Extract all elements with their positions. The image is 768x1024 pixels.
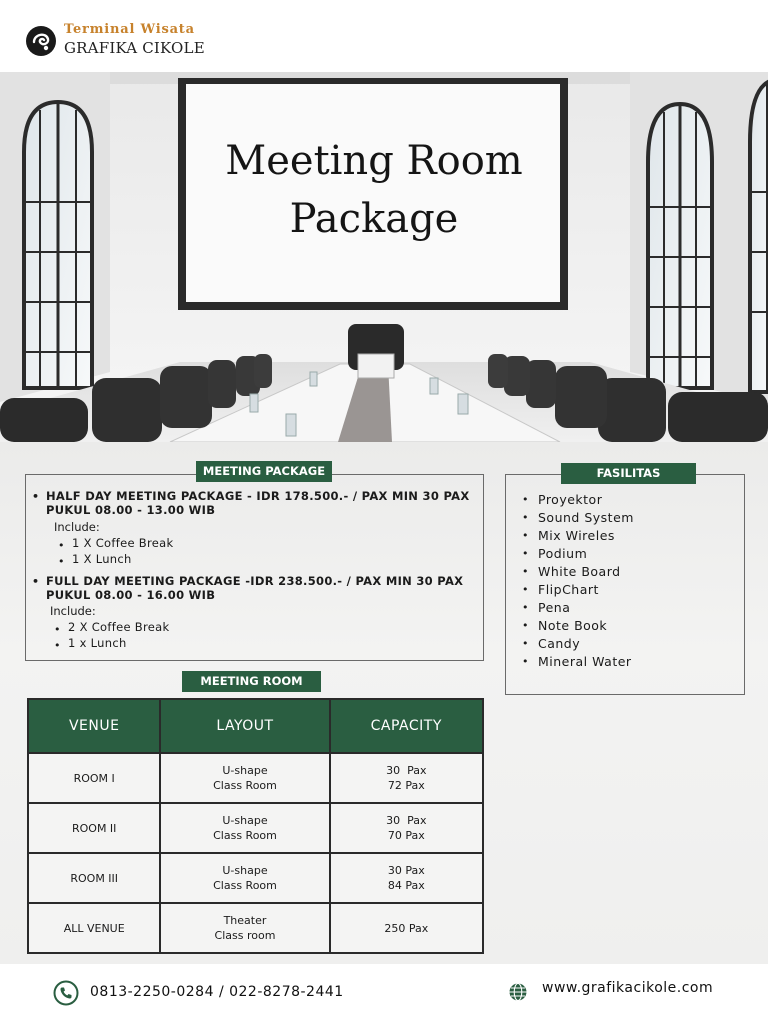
table-row [28,903,483,953]
table-row [28,803,483,853]
capacity-line: 30 Pax [386,814,427,827]
capacity-cell [330,753,483,803]
fasilitas-item: • Mix Wireles [522,527,634,545]
half-day-package [32,489,472,517]
meeting-room-table [27,698,484,954]
swirl-logo-icon [24,24,58,58]
brand-name: GRAFIKA CIKOLE [64,39,205,57]
capacity-cell [330,853,483,903]
half-day-time: PUKUL 08.00 - 13.00 WIB [46,503,216,517]
fasilitas-item: • Proyektor [522,491,634,509]
header [0,0,768,72]
capacity-cell [330,803,483,853]
venue-cell: ALL VENUE [28,903,160,953]
phone-number[interactable]: 0813-2250-0284 / 022-8278-2441 [90,984,344,1000]
hero-title-line2: Package [289,196,459,242]
website-link[interactable]: www.grafikacikole.com [542,980,714,996]
venue-header: VENUE [28,699,160,753]
capacity-line: 30 Pax [387,864,425,877]
layout-cell [160,853,329,903]
fasilitas-item: • Podium [522,545,634,563]
meeting-room-illustration [0,72,768,442]
half-day-title: • HALF DAY MEETING PACKAGE - IDR 178.500.- / PAX MIN 30 PAX [46,489,470,503]
hero-title [184,132,564,248]
capacity-line: 72 Pax [387,779,425,792]
layout-line: U-shape [222,814,268,827]
layout-line: U-shape [222,764,268,777]
fasilitas-tag: FASILITAS [561,463,696,484]
fasilitas-item: • Mineral Water [522,653,634,671]
venue-cell: ROOM II [28,803,160,853]
layout-cell [160,753,329,803]
venue-cell: ROOM III [28,853,160,903]
fasilitas-item: • Sound System [522,509,634,527]
full-day-title: • FULL DAY MEETING PACKAGE -IDR 238.500.- / PAX MIN 30 PAX [46,574,464,588]
layout-line: U-shape [222,864,268,877]
table-row [28,853,483,903]
footer [0,964,768,1024]
half-day-item: • 1 X Lunch [54,551,472,567]
layout-cell [160,803,329,853]
capacity-line: 30 Pax [386,764,427,777]
full-day-package [32,574,472,602]
layout-line: Class Room [213,829,277,842]
meeting-package-tag: MEETING PACKAGE [196,461,332,482]
meeting-room-tag: MEETING ROOM [182,671,321,692]
fasilitas-item: • White Board [522,563,634,581]
capacity-cell [330,903,483,953]
capacity-header: CAPACITY [330,699,483,753]
fasilitas-list [522,491,634,671]
fasilitas-item: • Pena [522,599,634,617]
capacity-line: 70 Pax [387,829,425,842]
full-day-item: • 2 X Coffee Break [50,619,472,635]
full-day-item: • 1 x Lunch [50,635,472,651]
table-header-row [28,699,483,753]
full-day-include-label: Include: [50,604,96,618]
fasilitas-item: • Note Book [522,617,634,635]
half-day-item: • 1 X Coffee Break [54,535,472,551]
layout-line: Class Room [213,879,277,892]
globe-icon [508,982,528,1002]
full-day-time: PUKUL 08.00 - 16.00 WIB [46,588,216,602]
capacity-line: 84 Pax [387,879,425,892]
fasilitas-item: • Candy [522,635,634,653]
capacity-line: 250 Pax [384,921,429,935]
layout-line: Class Room [213,779,277,792]
table-row [28,753,483,803]
half-day-include-label: Include: [54,520,100,534]
meeting-package-list [32,489,472,651]
brand-tagline: Terminal Wisata [64,22,195,37]
layout-cell [160,903,329,953]
fasilitas-item: • FlipChart [522,581,634,599]
layout-line: Theater [223,914,267,927]
hero-image [0,72,768,442]
layout-header: LAYOUT [160,699,329,753]
hero-title-line1: Meeting Room [225,138,523,184]
phone-icon [53,980,79,1006]
venue-cell: ROOM I [28,753,160,803]
layout-line: Class room [214,929,276,942]
